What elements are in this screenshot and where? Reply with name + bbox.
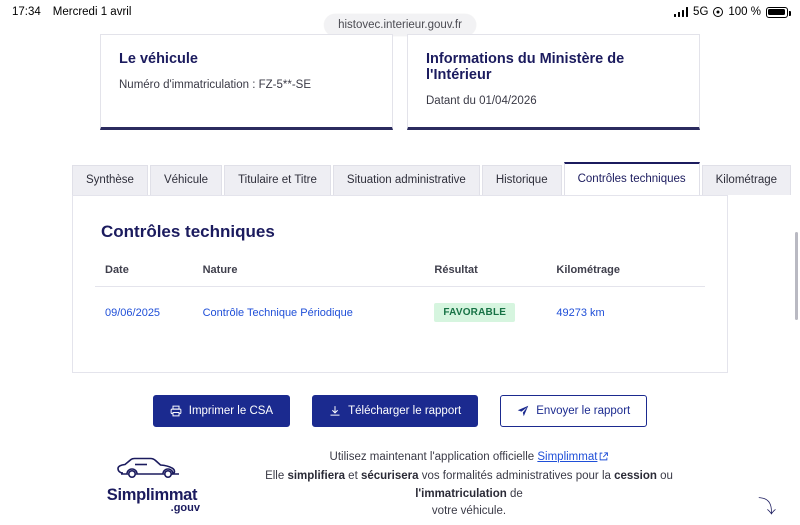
page-content: [0, 30, 800, 525]
vehicle-card-registration: Numéro d'immatriculation : FZ-5**-SE: [119, 79, 311, 91]
column-header-date: Date: [95, 264, 193, 287]
status-bar-left: [12, 6, 131, 18]
signal-bars-icon: [674, 7, 689, 17]
footer-line2-d: sécurisera: [360, 469, 419, 482]
network-type-label: 5G: [693, 6, 709, 18]
tab-titulaire-et-titre[interactable]: [224, 165, 331, 195]
tab-kilometrage[interactable]: [702, 165, 791, 195]
footer-line2-e: vos formalités administratives pour la: [418, 469, 615, 482]
url-text: histovec.interieur.gouv.fr: [338, 19, 462, 31]
car-icon: [113, 456, 191, 487]
tab-label: Synthèse: [86, 174, 134, 186]
battery-percent-label: 100 %: [728, 6, 761, 18]
page-scrollbar[interactable]: [795, 232, 798, 320]
simplimmat-link[interactable]: Simplimmat: [537, 451, 598, 463]
cell-resultat: [424, 287, 546, 339]
button-label: Envoyer le rapport: [536, 405, 631, 417]
button-label: Imprimer le CSA: [188, 405, 274, 417]
column-header-nature: Nature: [193, 264, 425, 287]
panel-heading: Contrôles techniques: [101, 222, 275, 241]
ministry-card-date: Datant du 01/04/2026: [426, 95, 537, 107]
tab-label: Véhicule: [163, 174, 209, 186]
footer-line-3: votre véhicule.: [431, 505, 507, 518]
table-row: [95, 287, 705, 339]
tab-label: Kilométrage: [715, 174, 778, 186]
column-header-resultat: Résultat: [424, 264, 546, 287]
tab-label: Contrôles techniques: [577, 173, 686, 185]
footer-line2-f: cession: [614, 469, 657, 482]
column-header-kilometrage: Kilométrage: [546, 264, 705, 287]
send-icon: [517, 405, 529, 417]
location-icon: [713, 7, 723, 17]
action-buttons: [0, 395, 800, 427]
table-header-row: [95, 264, 705, 287]
tab-label: Historique: [495, 174, 548, 186]
ministry-card-title: Informations du Ministère de l'Intérieur: [426, 51, 625, 83]
tab-label: Titulaire et Titre: [238, 174, 317, 186]
tab-vehicule[interactable]: [150, 165, 222, 195]
cell-kilometrage: 49273 km: [556, 306, 605, 319]
tab-controles-techniques[interactable]: [564, 162, 700, 195]
footer-line2-c: et: [344, 469, 361, 482]
footer-text: [234, 449, 704, 521]
ministry-card: [407, 34, 700, 130]
tab-situation-administrative[interactable]: [333, 165, 480, 195]
download-icon: [329, 405, 341, 417]
status-time: 17:34: [12, 6, 41, 18]
footer-line-1: [234, 449, 704, 468]
tab-label: Situation administrative: [346, 174, 466, 186]
tab-historique[interactable]: [482, 165, 562, 195]
logo-wordmark: Simplimmat: [106, 485, 198, 504]
print-csa-button[interactable]: [153, 395, 290, 427]
footer: [0, 449, 800, 521]
footer-line-2: [234, 468, 704, 504]
status-badge: FAVORABLE: [434, 303, 515, 322]
vehicle-card-title: Le véhicule: [119, 51, 198, 67]
external-link-icon: [599, 450, 608, 468]
summary-cards: [0, 34, 800, 130]
logo-gouv-suffix: .gouv: [170, 502, 200, 515]
download-report-button[interactable]: [312, 395, 478, 427]
footer-line2-g: ou: [656, 469, 673, 482]
cell-date: 09/06/2025: [105, 306, 161, 319]
cell-nature: Contrôle Technique Périodique: [202, 306, 353, 319]
footer-line2-h: l'immatriculation: [415, 487, 507, 500]
footer-line2-i: de: [506, 487, 523, 500]
footer-line1-prefix: Utilisez maintenant l'application officielle: [329, 451, 538, 463]
controles-techniques-table: [95, 264, 705, 338]
status-date: Mercredi 1 avril: [52, 6, 132, 18]
home-gesture-indicator: ⤵: [758, 497, 776, 517]
tab-bar: [0, 162, 800, 195]
printer-icon: [170, 405, 182, 417]
tab-synthese[interactable]: [72, 165, 148, 195]
footer-line2-a: Elle: [265, 469, 288, 482]
footer-line2-b: simplifiera: [287, 469, 345, 482]
battery-icon: [766, 7, 788, 18]
vehicle-card: [100, 34, 393, 130]
status-bar-right: [674, 6, 788, 18]
send-report-button[interactable]: [500, 395, 647, 427]
button-label: Télécharger le rapport: [348, 405, 462, 417]
simplimmat-logo: [96, 453, 208, 517]
controles-techniques-panel: [72, 195, 728, 373]
